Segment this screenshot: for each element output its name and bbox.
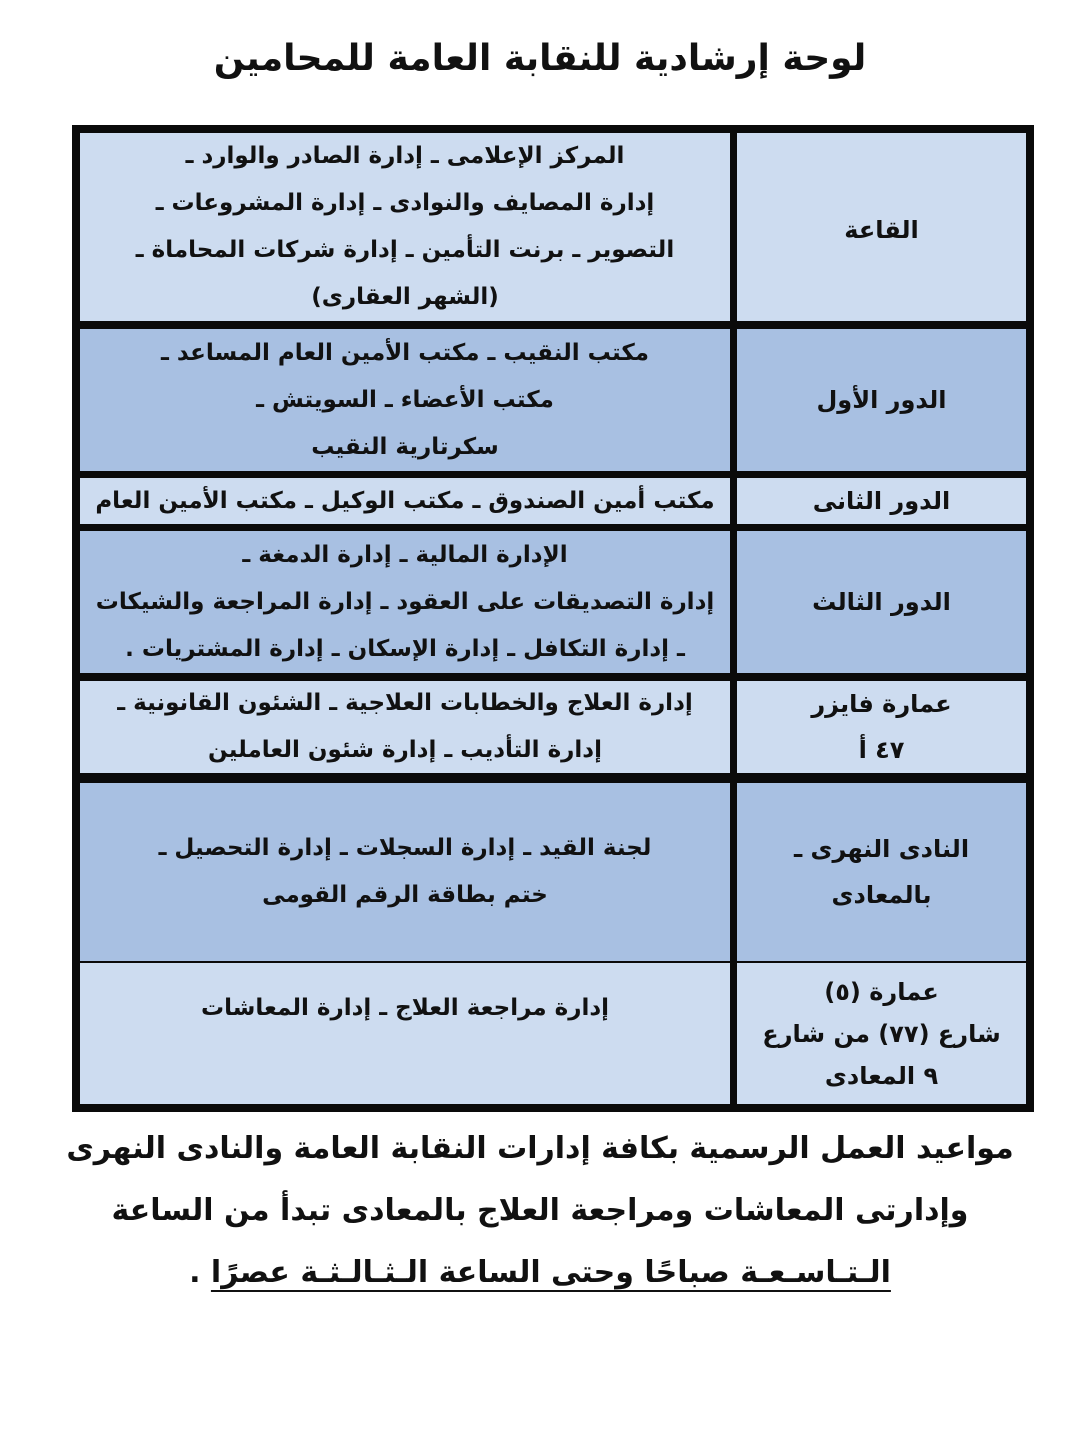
location-line: الدور الثالث [812, 588, 951, 616]
location-line: الدور الأول [816, 386, 947, 414]
department-line: التصوير ـ برنت التأمين ـ إدارة شركات المحاماة ـ [135, 237, 675, 263]
department-line: ختم بطاقة الرقم القومى [262, 882, 548, 908]
location-line: القاعة [844, 216, 919, 244]
departments-cell [80, 329, 730, 471]
guide-table [72, 125, 1034, 1112]
location-cell [737, 681, 1026, 773]
location-cell [737, 329, 1026, 471]
location-line: شارع (٧٧) من شارع [762, 1019, 1001, 1048]
department-line: مكتب النقيب ـ مكتب الأمين العام المساعد ـ [161, 339, 649, 366]
department-line: المركز الإعلامى ـ إدارة الصادر والوارد ـ [185, 143, 625, 169]
department-line: إدارة العلاج والخطابات العلاجية ـ الشئون القانونية ـ [117, 690, 693, 716]
location-line: النادى النهرى ـ [793, 835, 970, 863]
working-hours-notice [60, 1118, 1020, 1304]
notice-line: وإدارتى المعاشات ومراجعة العلاج بالمعادى تبدأ من الساعة [111, 1193, 969, 1228]
working-hours-range: الـتـاسـعـة صباحًا وحتى الساعة الـثـالـثـة عصرًا [210, 1255, 891, 1290]
department-line: إدارة التأديب ـ إدارة شئون العاملين [208, 737, 602, 763]
location-line: الدور الثانى [812, 487, 951, 515]
department-line: إدارة التصديقات على العقود ـ إدارة المراجعة والشيكات [95, 588, 715, 615]
department-line: إدارة مراجعة العلاج ـ إدارة المعاشات [200, 995, 610, 1021]
location-line: عمارة فايزر [811, 690, 952, 718]
location-cell [737, 478, 1026, 524]
notice-line-final [60, 1242, 1020, 1304]
notice-line: مواعيد العمل الرسمية بكافة إدارات النقابة العامة والنادى النهرى [66, 1131, 1014, 1166]
department-line: الإدارة المالية ـ إدارة الدمغة ـ [242, 541, 568, 568]
departments-cell [80, 133, 730, 321]
department-line: (الشهر العقارى) [311, 284, 499, 310]
departments-cell [80, 531, 730, 673]
page-title: لوحة إرشادية للنقابة العامة للمحامين [213, 38, 867, 79]
department-line: إدارة المصايف والنوادى ـ إدارة المشروعات ـ [155, 190, 655, 216]
departments-cell [80, 963, 730, 1104]
department-line: لجنة القيد ـ إدارة السجلات ـ إدارة التحصيل ـ [158, 835, 652, 861]
departments-cell [80, 478, 730, 524]
location-cell [737, 783, 1026, 961]
department-line: مكتب أمين الصندوق ـ مكتب الوكيل ـ مكتب الأمين العام [95, 487, 715, 514]
location-cell [737, 531, 1026, 673]
department-line: مكتب الأعضاء ـ السويتش ـ [256, 386, 554, 413]
department-line: ـ إدارة التكافل ـ إدارة الإسكان ـ إدارة المشتريات . [125, 635, 685, 662]
location-cell [737, 133, 1026, 321]
departments-cell [80, 681, 730, 773]
location-line: بالمعادى [831, 881, 932, 909]
department-line: سكرتارية النقيب [311, 433, 499, 460]
departments-cell [80, 783, 730, 961]
location-line: ٩ المعادى [824, 1061, 939, 1090]
notice-end-mark: . [189, 1255, 211, 1290]
location-cell [737, 963, 1026, 1104]
location-line: ٤٧ أ [858, 736, 905, 764]
location-line: عمارة (٥) [824, 977, 939, 1006]
